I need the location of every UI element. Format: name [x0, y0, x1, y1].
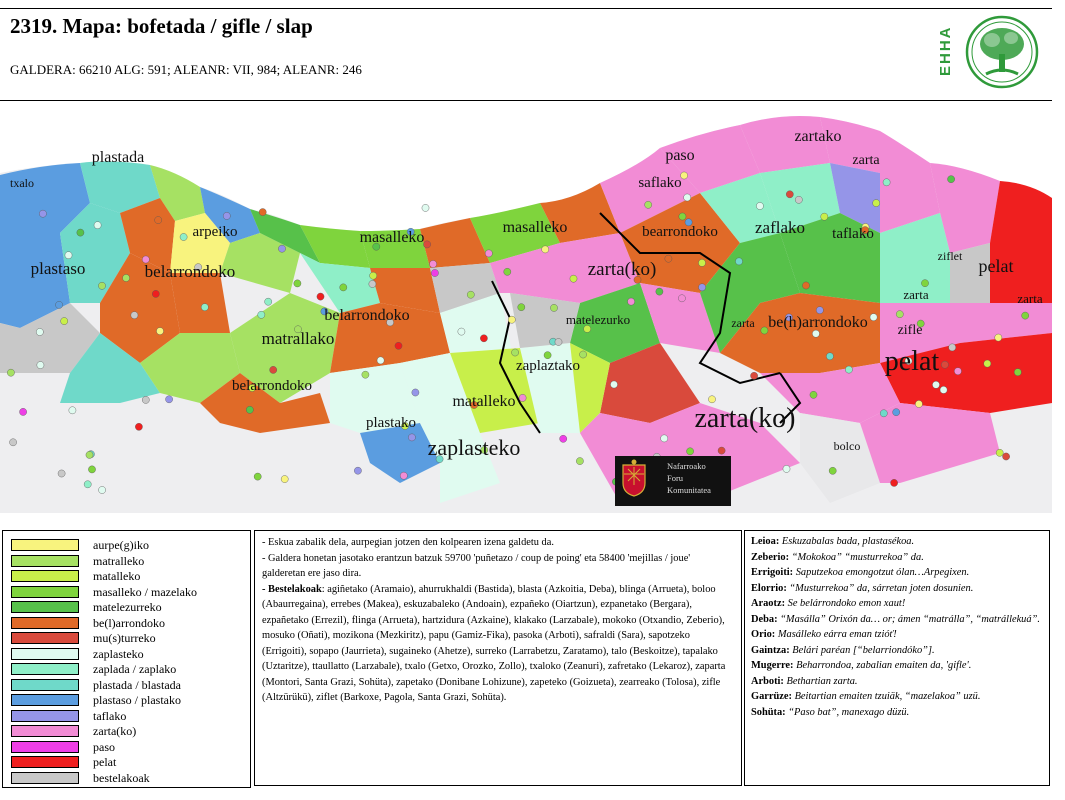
locality-dot: [7, 369, 14, 376]
locality-dot: [580, 351, 587, 358]
locality-dot: [58, 470, 65, 477]
region-label: zaflako: [754, 218, 806, 237]
locality-dot: [281, 476, 288, 483]
locality-dot: [152, 290, 159, 297]
locality-dot: [155, 217, 162, 224]
locality-dot: [829, 467, 836, 474]
quote-text: “Musturrekoa” da, sárretan joten dosunien.: [789, 582, 974, 594]
region-label: paso: [665, 147, 695, 164]
legend-swatch: [11, 772, 79, 784]
legend-item: [11, 678, 246, 692]
note-3: [262, 582, 734, 706]
legend-label: be(l)arrondoko: [93, 615, 165, 630]
quote-text: “Mokokoa” “musturrekoa” da.: [791, 551, 924, 563]
legend-swatch: [11, 570, 79, 582]
locality-dot: [431, 269, 438, 276]
legend-label: bestelakoak: [93, 770, 150, 785]
quote-locality: Arboti:: [751, 675, 787, 687]
locality-dot: [69, 407, 76, 414]
locality-dot: [949, 344, 956, 351]
region-label: zaplasteko: [427, 435, 521, 460]
locality-dot: [65, 252, 72, 259]
locality-dot: [628, 298, 635, 305]
legend-label: matelezurreko: [93, 600, 162, 614]
quotes-panel: [744, 530, 1050, 786]
locality-dot: [508, 316, 515, 323]
region-label: zarta: [731, 316, 755, 330]
note-1: - Eskua zabalik dela, aurpegian jotzen den kolpearen izena galdetu da.: [262, 537, 554, 548]
locality-dot: [708, 396, 715, 403]
header-bottom-rule: [0, 100, 1052, 101]
region-label: bearrondoko: [642, 224, 718, 240]
legend-swatch: [11, 617, 79, 629]
legend-label: plastaso / plastako: [93, 693, 181, 707]
locality-dot: [270, 366, 277, 373]
locality-dot: [826, 353, 833, 360]
legend-label: matralleko: [93, 553, 145, 568]
legend-swatch: [11, 725, 79, 737]
locality-dot: [1014, 369, 1021, 376]
page-subtitle: GALDERA: 66210 ALG: 591; ALEANR: VII, 984; ALEANR: 246: [10, 62, 362, 77]
quote-entry: [751, 550, 1043, 566]
legend-item: [11, 724, 246, 738]
region-label: bolco: [833, 439, 861, 453]
page-title: 2319. Mapa: bofetada / gifle / slap: [10, 14, 313, 38]
quote-locality: Mugerre:: [751, 660, 797, 671]
region-label: matelezurko: [565, 312, 631, 327]
locality-dot: [10, 439, 17, 446]
locality-dot: [1022, 312, 1029, 319]
locality-dot: [61, 318, 68, 325]
locality-dot: [661, 435, 668, 442]
region-label: zarta(ko): [694, 403, 796, 434]
quote-entry: [751, 674, 1043, 690]
quote-entry: [751, 705, 1043, 721]
locality-dot: [511, 349, 518, 356]
locality-dot: [180, 233, 187, 240]
region-label: masalleko: [502, 219, 568, 236]
legend-label: aurpe(g)iko: [93, 538, 149, 552]
legend-swatch: [11, 710, 79, 722]
locality-dot: [996, 449, 1003, 456]
legend-swatch: [11, 648, 79, 660]
locality-dot: [821, 213, 828, 220]
locality-dot: [735, 258, 742, 265]
locality-dot: [480, 335, 487, 342]
legend-item: [11, 554, 246, 568]
locality-dot: [756, 202, 763, 209]
locality-dot: [354, 467, 361, 474]
legend-label: paso: [93, 739, 115, 754]
legend-swatch: [11, 539, 79, 551]
quote-text: Se belárrondoko emon xaut!: [787, 598, 906, 609]
locality-dot: [645, 201, 652, 208]
locality-dot: [921, 280, 928, 287]
region-label: plastako: [366, 415, 416, 431]
locality-dot: [84, 481, 91, 488]
locality-dot: [56, 301, 63, 308]
locality-dot: [610, 381, 617, 388]
locality-dot: [1003, 453, 1010, 460]
locality-dot: [99, 486, 106, 493]
locality-dot: [98, 282, 105, 289]
quote-text: “Masálla” Orixón da… or; ámen “matrálla”, “matrállekuá”.: [780, 613, 1040, 625]
locality-dot: [265, 298, 272, 305]
locality-dot: [870, 314, 877, 321]
locality-dot: [340, 284, 347, 291]
tree-logo-icon: [964, 14, 1040, 90]
locality-dot: [86, 451, 93, 458]
locality-dot: [941, 361, 948, 368]
quote-entry: [751, 658, 1043, 674]
locality-dot: [408, 434, 415, 441]
legend-label: taflako: [93, 708, 127, 723]
legend-label: mu(s)turreko: [93, 631, 156, 645]
locality-dot: [786, 191, 793, 198]
legend-item: [11, 709, 246, 723]
region-label: plastada: [91, 149, 145, 166]
locality-dot: [395, 342, 402, 349]
locality-dot: [542, 246, 549, 253]
region-label: arpeiko: [192, 224, 238, 240]
locality-dot: [518, 304, 525, 311]
locality-dot: [201, 304, 208, 311]
locality-dot: [485, 250, 492, 257]
locality-dot: [932, 381, 939, 388]
legend-swatch: [11, 586, 79, 598]
locality-dot: [37, 362, 44, 369]
nafarroa-line-1: Nafarroako: [667, 461, 706, 471]
quote-entry: [751, 596, 1043, 612]
nafarroa-line-2: Foru: [667, 473, 684, 483]
quote-locality: Orio:: [751, 629, 778, 640]
quote-entry: [751, 565, 1043, 581]
note-2: - Galdera honetan jasotako erantzun batzuk 59700 'puñetazo / coup de poing' eta 58400 'mejillas / joue' galderetan ere jaso dira.: [262, 552, 691, 579]
locality-dot: [810, 391, 817, 398]
legend-swatch: [11, 756, 79, 768]
locality-dot: [699, 284, 706, 291]
locality-dot: [400, 472, 407, 479]
locality-dot: [570, 275, 577, 282]
locality-dot: [317, 293, 324, 300]
locality-dot: [362, 371, 369, 378]
locality-dot: [88, 466, 95, 473]
quote-locality: Leioa:: [751, 536, 782, 547]
region-label: zartako: [794, 128, 842, 145]
ehha-logo-text: EHHA: [937, 25, 954, 77]
region-label: txalo: [10, 176, 34, 190]
quote-locality: Deba:: [751, 613, 781, 625]
locality-dot: [422, 204, 429, 211]
quote-locality: Sohüta:: [751, 706, 789, 718]
quote-entry: [751, 534, 1043, 550]
legend-item: [11, 600, 246, 614]
locality-dot: [550, 304, 557, 311]
quote-text: Eskuzabalas bada, plastasékoa.: [781, 536, 915, 547]
locality-dot: [679, 213, 686, 220]
locality-dot: [135, 423, 142, 430]
legend-swatch: [11, 555, 79, 567]
note-3-label: - Bestelakoak: [262, 583, 322, 595]
locality-dot: [761, 327, 768, 334]
quote-locality: Elorrio:: [751, 582, 790, 594]
legend-label: zaplada / zaplako: [93, 662, 177, 676]
locality-dot: [166, 396, 173, 403]
locality-dot: [891, 479, 898, 486]
quote-text: Saputzekoa emongotzut ólan…Arpegixen.: [795, 567, 970, 578]
locality-dot: [718, 447, 725, 454]
locality-dot: [39, 210, 46, 217]
locality-dot: [246, 406, 253, 413]
locality-dot: [995, 334, 1002, 341]
region-label: plastaso: [30, 259, 86, 278]
locality-dot: [36, 328, 43, 335]
locality-dot: [294, 280, 301, 287]
locality-dot: [816, 307, 823, 314]
locality-dot: [896, 311, 903, 318]
locality-dot: [519, 394, 526, 401]
region-label: belarrondoko: [144, 262, 236, 281]
locality-dot: [377, 357, 384, 364]
legend-item: [11, 740, 246, 754]
header-top-rule: [0, 8, 1052, 9]
locality-dot: [555, 338, 562, 345]
quote-entry: [751, 643, 1043, 659]
legend-item: [11, 616, 246, 630]
legend-swatch: [11, 601, 79, 613]
region-label: belarrondoko: [232, 378, 312, 394]
locality-dot: [20, 408, 27, 415]
locality-dot: [751, 372, 758, 379]
quote-entry: [751, 612, 1043, 628]
locality-dot: [259, 209, 266, 216]
locality-dot: [954, 368, 961, 375]
quote-text: “Paso bat”, manexago düzü.: [788, 706, 910, 718]
legend-item: [11, 647, 246, 661]
region-label: zarta: [852, 153, 880, 168]
locality-dot: [687, 448, 694, 455]
notes-panel: [254, 530, 742, 786]
locality-dot: [678, 295, 685, 302]
region-label: zarta: [903, 287, 929, 302]
legend-item: [11, 693, 246, 707]
legend-swatch: [11, 679, 79, 691]
region-label: zarta: [1017, 291, 1043, 306]
region-label: taflako: [832, 226, 874, 242]
quote-text: Beharrondoa, zabalian emaiten da, 'gifle'.: [796, 660, 972, 671]
quote-text: Belári paréan [“belarriondóko”].: [792, 644, 935, 656]
locality-dot: [802, 282, 809, 289]
quote-locality: Araotz:: [751, 598, 788, 609]
legend-swatch: [11, 694, 79, 706]
quote-locality: Zeberio:: [751, 551, 792, 563]
region-label: belarrondoko: [324, 307, 410, 324]
locality-dot: [915, 400, 922, 407]
quote-locality: Errigoiti:: [751, 567, 796, 578]
locality-dot: [278, 245, 285, 252]
map-legend: [2, 530, 251, 788]
legend-label: plastada / blastada: [93, 677, 181, 692]
legend-swatch: [11, 741, 79, 753]
dialect-map: [0, 103, 1052, 513]
quote-locality: Garrüze:: [751, 691, 795, 702]
region-label: masalleko: [359, 229, 425, 246]
nafarroa-line-3: Komunitatea: [667, 485, 711, 495]
locality-dot: [123, 274, 130, 281]
legend-item: [11, 755, 246, 769]
region-label: zarta(ko): [587, 259, 657, 280]
locality-dot: [94, 222, 101, 229]
locality-dot: [665, 255, 672, 262]
locality-dot: [370, 272, 377, 279]
note-3-text: : agiñetako (Aramaio), ahurrukhaldi (Bastida), blasta (Azkoitia, Deba), blinga (Arrueta), boloo (Abaurregaina), errebes (Makea), eskuzabaleko (Andoain), ezpañeko (Oiartzun), ezpanetako (Bergara), ezpañetako (Errezil), flinga (Arrueta), hartzidura (Azkaine), klakako (Larzabale), mokoko (Otxandio, Zeberio), mosuko (Oñati), mozikona (Mezkiritz), papu (Gamiz-Fika), pasoka (Arboti), safraldi (Sara), sapotzeko (Errigoiti), sopapo (Jaurrieta), sugaineko (Ahetze), surreko (Larrabetzu, Zaratamo), talo (Beskoitze), tapalako (Uztaritze), ttaullatto (Larzabale), txalo (Getxo, Orozko, Zollo), txaloko (Zeanuri), zafretako (Lekaroz), zaparta (Montori, Santa Grazi, Sohüta), zapetako (Donibane Lohizune), zapeteko (Goizueta), zearreako (Tolosa), zifle (Altzürükü), ziflet (Barkoxe, Pagola, Santa Grazi, Sohüta).: [262, 583, 726, 703]
region-label: matalleko: [452, 393, 516, 410]
locality-dot: [684, 194, 691, 201]
locality-dot: [873, 200, 880, 207]
locality-dot: [893, 409, 900, 416]
nafarroa-shield-icon: [623, 460, 645, 497]
locality-dot: [223, 212, 230, 219]
locality-dot: [883, 179, 890, 186]
locality-dot: [258, 311, 265, 318]
locality-dot: [156, 328, 163, 335]
locality-dot: [880, 410, 887, 417]
legend-item: [11, 585, 246, 599]
quote-text: Beitartian emaiten tzuiäk, “mazelakoa” uzü.: [794, 691, 981, 702]
legend-item: [11, 569, 246, 583]
locality-dot: [812, 330, 819, 337]
legend-swatch: [11, 632, 79, 644]
locality-dot: [430, 260, 437, 267]
region-label: pelat: [978, 256, 1014, 276]
legend-item: [11, 771, 246, 785]
region-label: saflako: [638, 175, 682, 191]
locality-dot: [783, 465, 790, 472]
locality-dot: [984, 360, 991, 367]
legend-label: zaplasteko: [93, 646, 144, 661]
locality-dot: [77, 229, 84, 236]
locality-dot: [940, 386, 947, 393]
quote-text: Bethartian zarta.: [786, 675, 858, 687]
locality-dot: [412, 389, 419, 396]
locality-dot: [504, 268, 511, 275]
locality-dot: [424, 241, 431, 248]
locality-dot: [656, 288, 663, 295]
legend-swatch: [11, 663, 79, 675]
quote-text: Masálleko eárra eman tzióť!: [777, 629, 897, 640]
quote-entry: [751, 581, 1043, 597]
legend-label: zarta(ko): [93, 724, 137, 738]
region-label: zifle: [897, 323, 923, 338]
locality-dot: [795, 196, 802, 203]
locality-dot: [560, 435, 567, 442]
legend-label: pelat: [93, 755, 117, 769]
legend-item: [11, 538, 246, 552]
locality-dot: [458, 328, 465, 335]
quote-entry: [751, 627, 1043, 643]
quote-entry: [751, 689, 1043, 705]
legend-item: [11, 631, 246, 645]
region-label: zaplaztako: [515, 358, 581, 374]
locality-dot: [576, 458, 583, 465]
locality-dot: [467, 291, 474, 298]
region-label: matrallako: [261, 329, 335, 348]
legend-label: masalleko / mazelako: [93, 584, 197, 599]
region-label: pelat: [884, 346, 940, 377]
region-label: ziflet: [937, 249, 963, 263]
quote-locality: Gaintza:: [751, 644, 793, 656]
locality-dot: [698, 259, 705, 266]
locality-dot: [845, 366, 852, 373]
legend-item: [11, 662, 246, 676]
locality-dot: [948, 176, 955, 183]
legend-label: matalleko: [93, 569, 141, 583]
locality-dot: [369, 280, 376, 287]
region-label: be(h)arrondoko: [768, 314, 868, 331]
locality-dot: [254, 473, 261, 480]
locality-dot: [142, 396, 149, 403]
locality-dot: [131, 312, 138, 319]
